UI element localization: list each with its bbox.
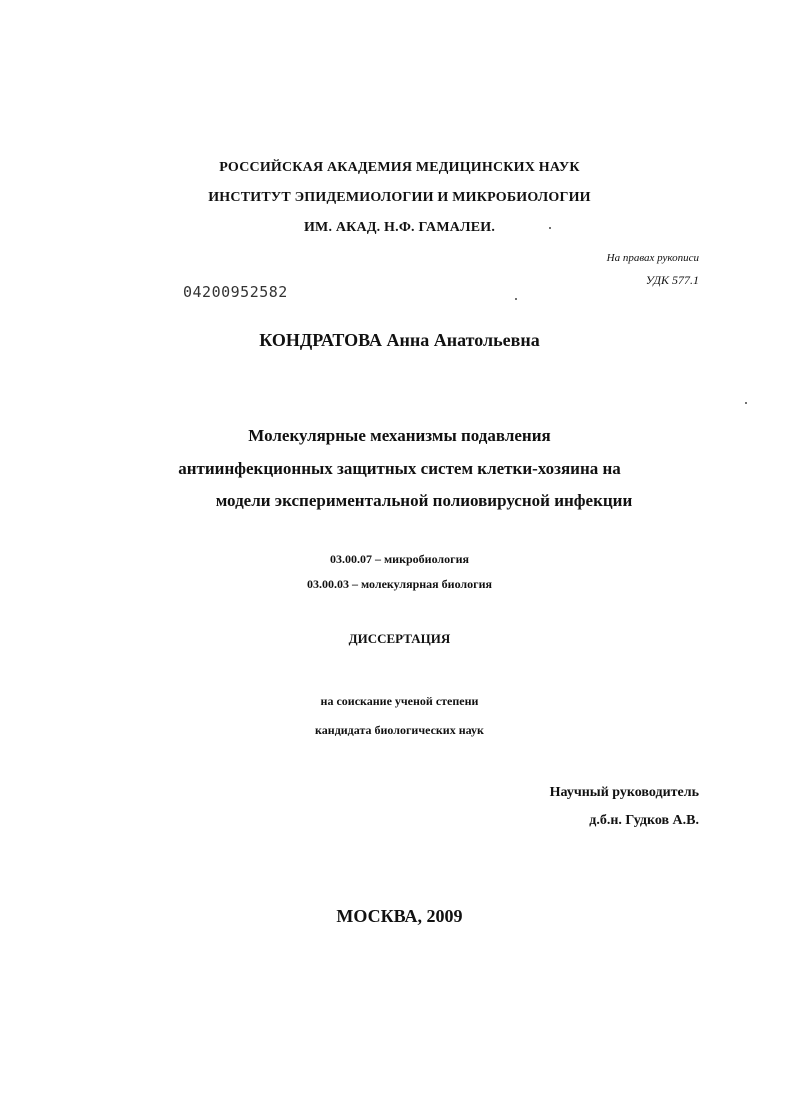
title-line-1: Молекулярные механизмы подавления [248,426,551,445]
supervisor-name: д.б.н. Гудков А.В. [589,813,699,828]
specialty-molecular-biology: 03.00.03 – молекулярная биология [306,577,492,591]
author-name: КОНДРАТОВА Анна Анатольевна [259,330,540,350]
academy-name: РОССИЙСКАЯ АКАДЕМИЯ МЕДИЦИНСКИХ НАУК [219,160,580,175]
scan-speck [549,227,551,229]
institute-named-after: ИМ. АКАД. Н.Ф. ГАМАЛЕИ. [303,220,496,235]
scan-speck [515,298,517,300]
title-line-3: модели экспериментальной полиовирусной инфекции [215,491,633,510]
city-year: МОСКВА, 2009 [336,906,463,926]
supervisor-label: Научный руководитель [549,785,699,800]
degree-line-2: кандидата биологических наук [315,723,484,737]
manuscript-rights-note: На правах рукописи [606,252,699,264]
degree-line-1: на соискание ученой степени [320,694,479,708]
udc-code: УДК 577.1 [645,273,699,287]
scan-speck [745,402,747,404]
title-line-2: антиинфекционных защитных систем клетки-хозяина на [178,459,621,478]
inventory-number: 04200952582 [183,283,288,301]
document-type: ДИССЕРТАЦИЯ [348,631,451,646]
institute-name: ИНСТИТУТ ЭПИДЕМИОЛОГИИ И МИКРОБИОЛОГИИ [208,190,591,205]
specialty-microbiology: 03.00.07 – микробиология [329,552,470,566]
